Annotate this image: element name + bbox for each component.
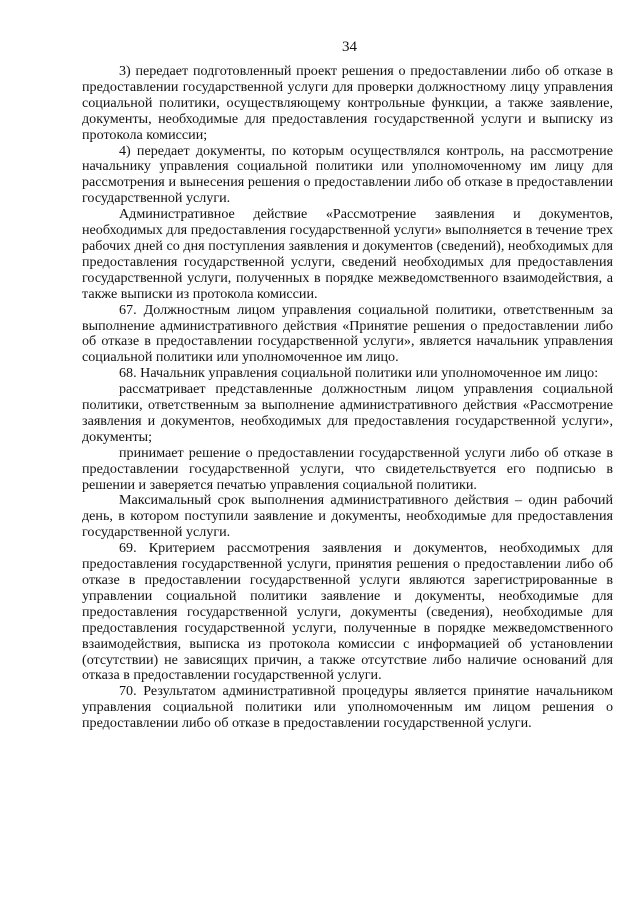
paragraph-68: 68. Начальник управления социальной политики или уполномоченное им лицо: — [119, 365, 599, 382]
paragraph-item-4: 4) передает документы, по которым осуществлялся контроль, на рассмотрение начальнику управления социальной политики или уполномоченному им лицу для рассмотрения и вынесения решения о предоставлении либо об отказе в предоставлении государственной услуги. — [82, 142, 613, 207]
paragraph-68-decides: принимает решение о предоставлении государственной услуги либо об отказе в предоставлении государственной услуги, что свидетельствуется его подписью в решении и заверяется печатью управления социальной политики. — [82, 444, 613, 493]
page-number: 34 — [342, 39, 357, 55]
paragraph-action-duration: Административное действие «Рассмотрение заявления и документов, необходимых для предоставления государственной услуги» выполняется в течение трех рабочих дней со дня поступления заявления и документов (сведений), необходимых для предоставления государственной услуги, сведений необходимых для предоставления государственной услуги, полученных в порядке межведомственного взаимодействия, а также выписки из протокола комиссии. — [82, 206, 613, 302]
paragraph-item-3: 3) передает подготовленный проект решения о предоставлении либо об отказе в предоставлении государственной услуги для проверки должностному лицу управления социальной политики, осуществляющему контрольные функции, а также заявление, документы, необходимые для предоставления государственной услуги и выписку из протокола комиссии; — [82, 63, 613, 143]
paragraph-69: 69. Критерием рассмотрения заявления и документов, необходимых для предоставления государственной услуги, принятия решения о предоставлении либо об отказе в предоставлении государственной услуги являются зарегистрированные в управлении социальной политики заявление и документы, необходимые для предоставления государственной услуги, документы (сведения), необходимые для предоставления государственной услуги, полученные в порядке межведомственного взаимодействия, выписка из протокола комиссии с информацией об установлении (отсутствии) не зависящих причин, а также отсутствие либо наличие оснований для отказа в предоставлении государственной услуги. — [82, 540, 613, 684]
paragraph-70: 70. Результатом административной процедуры является принятие начальником управления социальной политики или уполномоченным им лицом решения о предоставлении либо об отказе в предоставлении государственной услуги. — [82, 683, 613, 732]
paragraph-67: 67. Должностным лицом управления социальной политики, ответственным за выполнение административного действия «Принятие решения о предоставлении либо об отказе в предоставлении государственной услуги», является начальник управления социальной политики или уполномоченное им лицо. — [82, 301, 613, 366]
paragraph-68-reviews: рассматривает представленные должностным лицом управления социальной политики, ответственным за выполнение административного действия «Рассмотрение заявления и документов, необходимых для предоставления государственной услуги», документы; — [82, 381, 613, 445]
paragraph-max-duration: Максимальный срок выполнения административного действия – один рабочий день, в котором поступили заявление и документы, необходимые для предоставления государственной услуги. — [82, 492, 613, 541]
